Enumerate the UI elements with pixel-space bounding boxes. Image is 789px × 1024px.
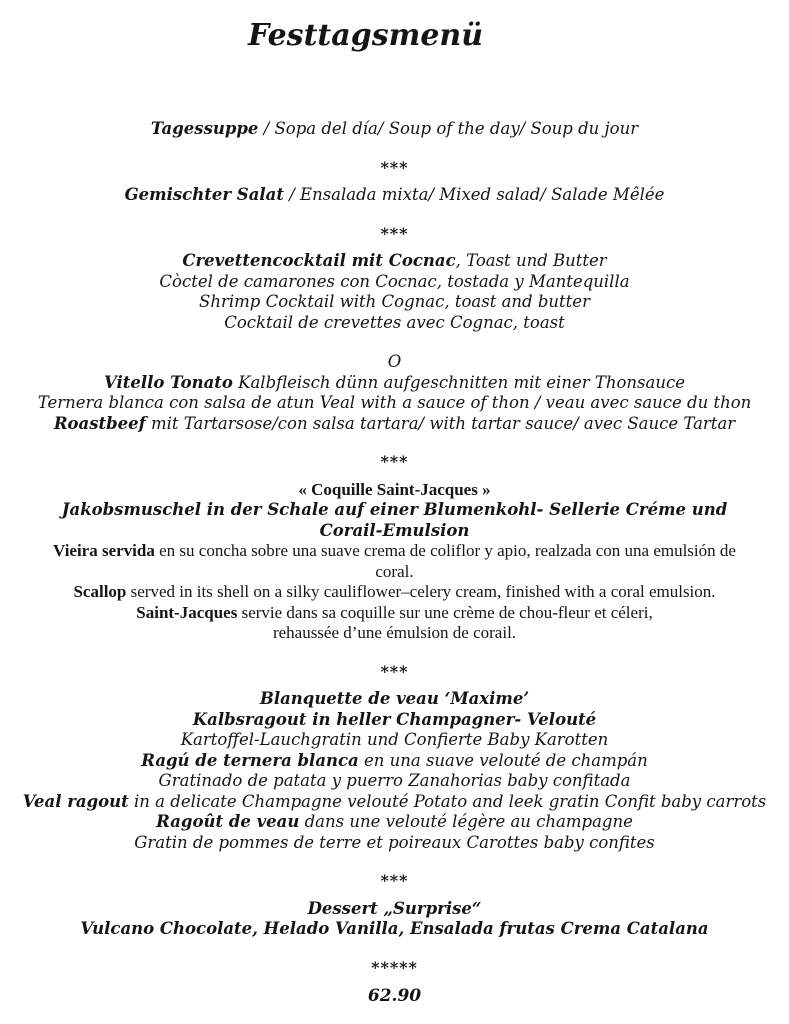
course <box>8 689 781 853</box>
text-segment: / Sopa del día/ Soup of the day/ Soup du jour <box>258 119 639 138</box>
menu-line <box>8 792 781 813</box>
menu-line <box>8 414 781 435</box>
menu-line <box>8 251 781 272</box>
text-segment: Veal ragout <box>22 791 129 811</box>
text-segment: Gemischter Salat <box>124 185 284 204</box>
menu-line <box>8 812 781 833</box>
course-separator: *** <box>380 871 409 890</box>
course-separator: *** <box>380 223 409 243</box>
text-segment: / Ensalada mixta/ Mixed salad/ Salade Mêlée <box>283 185 665 204</box>
menu-line <box>8 582 781 603</box>
text-segment: Corail-Emulsion <box>319 520 470 540</box>
menu-line <box>8 373 781 394</box>
text-segment: Ternera blanca con salsa de atun Veal with a sauce of thon / veau avec sauce du thon <box>37 393 752 412</box>
text-segment: Còctel de camarones con Cocnac, tostada y Mantequilla <box>159 271 630 291</box>
text-segment: Blanquette de veau ‘Maxime’ <box>259 689 530 708</box>
text-segment: servie dans sa coquille sur une crème de chou-fleur et céleri, <box>237 602 653 622</box>
text-segment: en su concha sobre una suave crema de coliflor y apio, realzada con una emulsión de <box>154 541 736 560</box>
text-segment: , Toast und Butter <box>455 251 607 270</box>
text-segment: Jakobsmuschel in der Schale auf einer Blumenkohl- Sellerie Créme und <box>61 500 728 519</box>
menu-line <box>8 833 781 854</box>
text-segment: Vieira servida <box>53 541 155 560</box>
course <box>8 373 781 435</box>
menu-line <box>8 521 781 542</box>
menu-line <box>8 562 781 583</box>
or-separator: O <box>387 352 402 371</box>
course <box>8 480 781 644</box>
text-segment: Ragú de ternera blanca <box>141 750 359 770</box>
menu-line <box>8 272 781 293</box>
menu-line <box>8 393 781 414</box>
course-separator: ***** <box>371 957 418 977</box>
text-segment: dans une velouté légère au champagne <box>299 812 633 831</box>
menu-line <box>8 119 781 140</box>
menu-price: 62.90 <box>367 986 422 1006</box>
text-segment: en una suave velouté de champán <box>358 750 648 770</box>
text-segment: Crevettencocktail mit Cocnac <box>182 251 456 270</box>
course <box>8 119 781 140</box>
text-segment: Tagessuppe <box>150 119 259 138</box>
menu-line <box>8 313 781 334</box>
menu-line <box>8 710 781 731</box>
menu-items <box>8 119 781 978</box>
text-segment: Kalbfleisch dünn aufgeschnitten mit einer Thonsauce <box>232 372 685 392</box>
text-segment: Saint-Jacques <box>136 602 238 622</box>
text-segment: Kalbsragout in heller Champagner- Velouté <box>192 709 597 729</box>
menu-line <box>8 623 781 644</box>
menu-line <box>8 689 781 710</box>
text-segment: « Coquille Saint-Jacques » <box>298 479 491 499</box>
text-segment: in a delicate Champagne velouté Potato and leek gratin Confit baby carrots <box>128 791 767 811</box>
menu-line <box>8 541 781 562</box>
menu-line <box>8 751 781 772</box>
menu-line <box>8 603 781 624</box>
text-segment: Scallop <box>73 582 127 601</box>
menu-line <box>8 919 781 940</box>
text-segment: Vitello Tonato <box>104 372 233 392</box>
menu-line <box>8 771 781 792</box>
menu-line <box>8 480 781 501</box>
menu-line <box>8 185 781 206</box>
menu-line <box>8 292 781 313</box>
text-segment: Vulcano Chocolate, Helado Vanilla, Ensalada frutas Crema Catalana <box>80 919 709 938</box>
text-segment: Gratin de pommes de terre et poireaux Carottes baby confites <box>134 832 655 852</box>
text-segment: coral. <box>375 561 414 581</box>
text-segment: Gratinado de patata y puerro Zanahorias baby confitada <box>158 771 631 790</box>
menu-title: Festtagsmenü <box>247 18 484 53</box>
text-segment: mit Tartarsose/con salsa tartara/ with tartar sauce/ avec Sauce Tartar <box>145 413 736 433</box>
course <box>8 899 781 940</box>
course <box>8 185 781 206</box>
menu-line <box>8 500 781 521</box>
text-segment: Dessert „Surprise“ <box>307 898 482 918</box>
course-separator: *** <box>380 452 409 471</box>
text-segment: served in its shell on a silky cauliflower–celery cream, finished with a coral emulsion. <box>126 582 716 601</box>
text-segment: Roastbeef <box>53 413 146 433</box>
text-segment: Ragoût de veau <box>156 812 300 831</box>
course <box>8 251 781 333</box>
text-segment: rehaussée d’une émulsion de corail. <box>272 623 517 642</box>
course-separator: *** <box>380 661 409 681</box>
text-segment: Shrimp Cocktail with Cognac, toast and butter <box>199 292 590 311</box>
text-segment: Kartoffel-Lauchgratin und Confierte Baby Karotten <box>180 730 609 749</box>
menu-line <box>8 899 781 920</box>
menu-line <box>8 730 781 751</box>
course-separator: *** <box>380 157 409 177</box>
text-segment: Cocktail de crevettes avec Cognac, toast <box>224 312 565 332</box>
